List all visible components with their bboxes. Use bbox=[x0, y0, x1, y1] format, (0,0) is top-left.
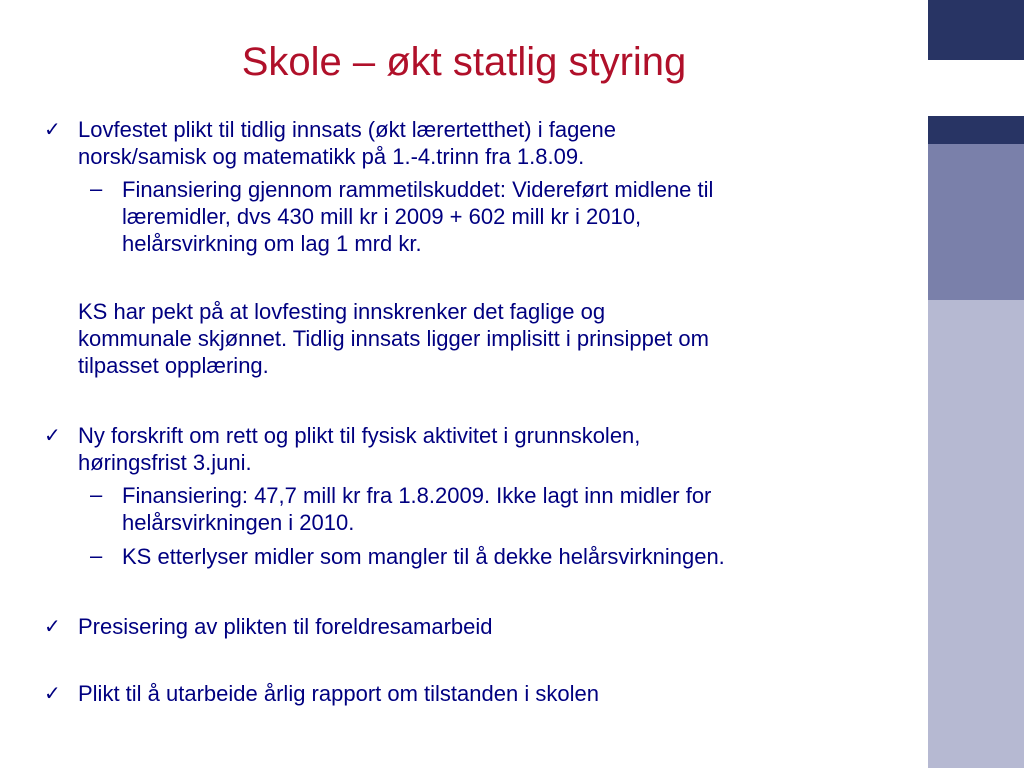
check-icon: ✓ bbox=[44, 683, 61, 705]
bullet-text: Presisering av plikten til foreldresamarbeid bbox=[78, 614, 493, 639]
sub-bullet-text: læremidler, dvs 430 mill kr i 2009 + 602 mill kr i 2010, bbox=[122, 204, 642, 229]
sub-bullet-text: helårsvirkning om lag 1 mrd kr. bbox=[122, 231, 422, 256]
sub-bullet-item bbox=[122, 482, 711, 536]
bullet-item bbox=[78, 613, 493, 640]
check-icon: ✓ bbox=[44, 119, 61, 141]
bullet-text: Lovfestet plikt til tidlig innsats (økt lærertetthet) i fagene bbox=[78, 117, 617, 142]
sub-bullet-text: KS etterlyser midler som mangler til å dekke helårsvirkningen. bbox=[122, 544, 725, 569]
sidebar bbox=[928, 0, 1024, 768]
paragraph bbox=[78, 298, 709, 379]
paragraph-text: kommunale skjønnet. Tidlig innsats ligger implisitt i prinsippet om bbox=[78, 326, 709, 351]
dash-marker: – bbox=[90, 543, 103, 568]
check-icon: ✓ bbox=[44, 425, 61, 447]
sub-bullet-item bbox=[122, 543, 725, 570]
dash-marker: – bbox=[90, 482, 103, 507]
sub-bullet-text: helårsvirkningen i 2010. bbox=[122, 510, 355, 535]
slide-title: Skole – økt statlig styring bbox=[241, 40, 687, 84]
logo-area bbox=[928, 60, 1024, 116]
sidebar-band-mid bbox=[928, 144, 1024, 300]
sidebar-top-band bbox=[928, 0, 1024, 60]
dash-marker: – bbox=[90, 176, 103, 201]
bullet-text: Plikt til å utarbeide årlig rapport om tilstanden i skolen bbox=[78, 681, 599, 706]
sidebar-band-dark bbox=[928, 116, 1024, 144]
paragraph-text: KS har pekt på at lovfesting innskrenker det faglige og bbox=[78, 299, 606, 324]
bullet-text: norsk/samisk og matematikk på 1.-4.trinn fra 1.8.09. bbox=[78, 144, 585, 169]
bullet-text: høringsfrist 3.juni. bbox=[78, 450, 252, 475]
paragraph-text: tilpasset opplæring. bbox=[78, 353, 269, 378]
sub-bullet-text: Finansiering: 47,7 mill kr fra 1.8.2009. Ikke lagt inn midler for bbox=[122, 483, 712, 508]
sub-bullet-text: Finansiering gjennom rammetilskuddet: Videreført midlene til bbox=[122, 177, 714, 202]
sidebar-band-light bbox=[928, 300, 1024, 768]
bullet-item bbox=[78, 422, 640, 476]
bullet-item bbox=[78, 116, 616, 170]
bullet-item bbox=[78, 680, 599, 707]
bullet-text: Ny forskrift om rett og plikt til fysisk aktivitet i grunnskolen, bbox=[78, 423, 641, 448]
sub-bullet-item bbox=[122, 176, 713, 257]
check-icon: ✓ bbox=[44, 616, 61, 638]
